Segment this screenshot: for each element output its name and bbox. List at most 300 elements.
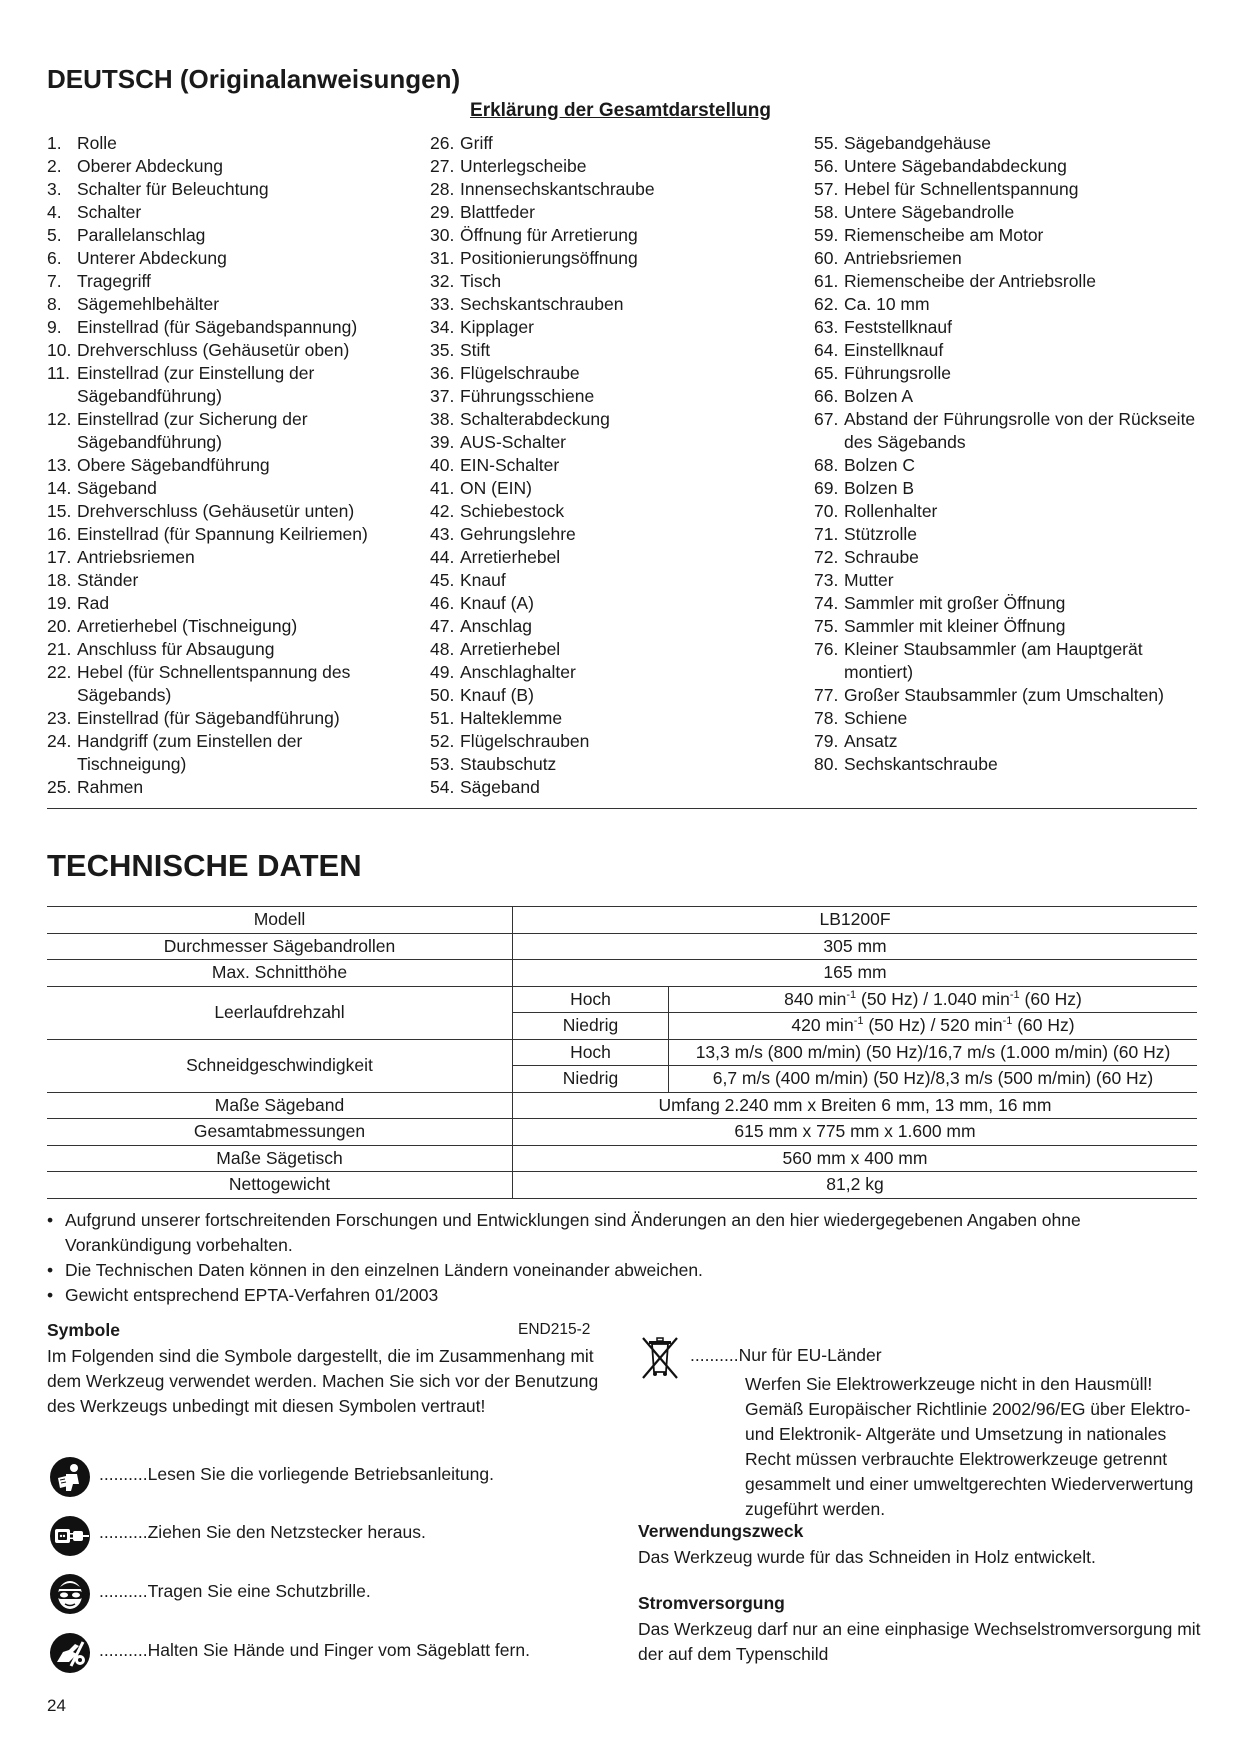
item-label: Stift: [460, 340, 491, 360]
item-label: Kipplager: [460, 317, 534, 337]
item-number: 2.: [47, 156, 62, 176]
item-number: 41.: [430, 478, 455, 498]
list-item: • Aufgrund unserer fortschreitenden Forschungen und Entwicklungen sind Änderungen an den hier wiedergegebenen Angaben ohne Vorankündigung vorbehalten.: [47, 1208, 1197, 1258]
item-number: 12.: [47, 409, 72, 429]
item-number: 8.: [47, 294, 62, 314]
item-label: Einstellrad (für Sägebandspannung): [77, 317, 358, 337]
list-item: [47, 270, 407, 293]
item-label: AUS-Schalter: [460, 432, 567, 452]
list-item: [47, 477, 407, 500]
item-label: Einstellrad (zur Einstellung der Sägebandführung): [77, 363, 315, 406]
item-number: 59.: [814, 225, 839, 245]
item-number: 40.: [430, 455, 455, 475]
list-item: [47, 155, 407, 178]
item-label: Untere Sägebandrolle: [844, 202, 1015, 222]
item-number: 78.: [814, 708, 839, 728]
item-number: 33.: [430, 294, 455, 314]
spec-label: Modell: [47, 907, 513, 934]
item-label: Bolzen B: [844, 478, 915, 498]
list-item: [430, 178, 780, 201]
item-label: Anschlaghalter: [460, 662, 576, 682]
spec-label: Durchmesser Sägebandrollen: [47, 933, 513, 960]
usage-text: Das Werkzeug wurde für das Schneiden in Holz entwickelt.: [638, 1547, 1096, 1567]
item-number: 71.: [814, 524, 839, 544]
item-label: Flügelschrauben: [460, 731, 590, 751]
item-label: Griff: [460, 133, 493, 153]
item-label: Bolzen A: [844, 386, 914, 406]
item-label: Handgriff (zum Einstellen der Tischneigung): [77, 731, 303, 774]
list-item: [814, 178, 1204, 201]
list-item: [814, 270, 1204, 293]
item-number: 17.: [47, 547, 72, 567]
list-item: [47, 776, 407, 799]
item-number: 25.: [47, 777, 72, 797]
item-number: 7.: [47, 271, 62, 291]
legend-column-3: [814, 132, 1204, 776]
symbol-text: ..........Lesen Sie die vorliegende Betriebsanleitung.: [99, 1464, 494, 1484]
item-label: Einstellrad (für Sägebandführung): [77, 708, 340, 728]
list-item: [814, 293, 1204, 316]
item-number: 27.: [430, 156, 455, 176]
list-item: [47, 316, 407, 339]
item-label: Schraube: [844, 547, 919, 567]
list-item: [47, 523, 407, 546]
item-label: Positionierungsöffnung: [460, 248, 638, 268]
item-label: Riemenscheibe der Antriebsrolle: [844, 271, 1096, 291]
item-number: 66.: [814, 386, 839, 406]
item-label: Knauf (A): [460, 593, 534, 613]
list-item: [430, 638, 780, 661]
list-item: [430, 592, 780, 615]
list-item: [430, 247, 780, 270]
item-label: Einstellknauf: [844, 340, 944, 360]
spec-label: Gesamtabmessungen: [47, 1119, 513, 1146]
item-label: EIN-Schalter: [460, 455, 560, 475]
list-item: [814, 316, 1204, 339]
item-number: 72.: [814, 547, 839, 567]
list-item: [430, 270, 780, 293]
spec-value-superscript: 420 $\min^{-1} (50$ Hz) / 520 $\min^{-1} (60$ Hz): [669, 1013, 1198, 1040]
item-number: 38.: [430, 409, 455, 429]
item-label: Sägemehlbehälter: [77, 294, 220, 314]
item-number: 28.: [430, 179, 455, 199]
list-item: [814, 753, 1204, 776]
symbols-intro: Im Folgenden sind die Symbole dargestellt, die im Zusammenhang mit dem Werkzeug verwendet werden. Machen Sie sich vor der Benutzung des Werkzeugs unbedingt mit diesen Symbolen vertraut!: [47, 1346, 599, 1416]
item-number: 23.: [47, 708, 72, 728]
item-label: Obere Sägebandführung: [77, 455, 270, 475]
list-item: [47, 592, 407, 615]
item-number: 36.: [430, 363, 455, 383]
item-number: 30.: [430, 225, 455, 245]
item-label: Hebel (für Schnellentspannung des Sägebands): [77, 662, 351, 705]
crossed-bin-icon: [640, 1334, 680, 1380]
item-label: Öffnung für Arretierung: [460, 225, 638, 245]
item-label: Hebel für Schnellentspannung: [844, 179, 1079, 199]
item-label: Anschlag: [460, 616, 532, 636]
item-label: Großer Staubsammler (zum Umschalten): [844, 685, 1164, 705]
item-label: Flügelschraube: [460, 363, 580, 383]
page-number: 24: [47, 1696, 66, 1715]
spec-label: Maße Sägeband: [47, 1092, 513, 1119]
list-item: [814, 339, 1204, 362]
list-item: [814, 615, 1204, 638]
list-item: [814, 247, 1204, 270]
item-label: Tisch: [460, 271, 502, 291]
spec-value: 560 mm x 400 mm: [513, 1145, 1198, 1172]
list-item: [47, 615, 407, 638]
item-label: Knauf: [460, 570, 506, 590]
list-item: [47, 661, 407, 707]
item-number: 1.: [47, 133, 62, 153]
spec-sublabel: Hoch: [513, 1039, 669, 1066]
item-label: Mutter: [844, 570, 894, 590]
list-item: [430, 385, 780, 408]
item-label: Stützrolle: [844, 524, 917, 544]
unplug-icon: [49, 1515, 91, 1557]
item-label: Schiene: [844, 708, 908, 728]
spec-value: 6,7 m/s (400 m/min) (50 Hz)/8,3 m/s (500 m/min) (60 Hz): [669, 1066, 1198, 1093]
item-label: Blattfeder: [460, 202, 535, 222]
item-label: Rad: [77, 593, 110, 613]
spec-sublabel: Niedrig: [513, 1013, 669, 1040]
table-row: [47, 1039, 1197, 1066]
list-item: [814, 408, 1204, 454]
item-number: 3.: [47, 179, 62, 199]
spec-label: Max. Schnitthöhe: [47, 960, 513, 987]
item-label: Oberer Abdeckung: [77, 156, 223, 176]
item-number: 37.: [430, 386, 455, 406]
item-number: 52.: [430, 731, 455, 751]
item-number: 60.: [814, 248, 839, 268]
item-number: 67.: [814, 409, 839, 429]
item-number: 56.: [814, 156, 839, 176]
list-item: [430, 201, 780, 224]
item-number: 65.: [814, 363, 839, 383]
spec-sublabel: Niedrig: [513, 1066, 669, 1093]
list-item: [814, 500, 1204, 523]
list-item: [430, 408, 780, 431]
spec-value: Umfang 2.240 mm x Breiten 6 mm, 13 mm, 16 mm: [513, 1092, 1198, 1119]
item-label: Führungsschiene: [460, 386, 595, 406]
list-item: [814, 362, 1204, 385]
symbol-text: ..........Halten Sie Hände und Finger vom Sägeblatt fern.: [99, 1640, 530, 1660]
list-item: [47, 293, 407, 316]
item-number: 61.: [814, 271, 839, 291]
item-label: Schalter: [77, 202, 142, 222]
legend-column-2: [430, 132, 780, 799]
weee-label: ..........Nur für EU-Länder: [690, 1345, 882, 1365]
item-label: Drehverschluss (Gehäusetür oben): [77, 340, 350, 360]
list-item: [814, 707, 1204, 730]
spec-value: 615 mm x 775 mm x 1.600 mm: [513, 1119, 1198, 1146]
item-label: Sechskantschraube: [844, 754, 998, 774]
item-number: 35.: [430, 340, 455, 360]
item-label: Parallelanschlag: [77, 225, 206, 245]
symbol-text: ..........Ziehen Sie den Netzstecker heraus.: [99, 1522, 426, 1542]
table-row: [47, 1145, 1197, 1172]
item-number: 16.: [47, 524, 72, 544]
section-divider: [47, 808, 1197, 809]
power-heading: Stromversorgung: [638, 1593, 785, 1613]
item-number: 80.: [814, 754, 839, 774]
item-number: 74.: [814, 593, 839, 613]
item-label: Sammler mit kleiner Öffnung: [844, 616, 1066, 636]
list-item: [430, 684, 780, 707]
spec-value: LB1200F: [513, 907, 1198, 934]
item-number: 6.: [47, 248, 62, 268]
item-label: Innensechskantschraube: [460, 179, 655, 199]
list-item: [430, 224, 780, 247]
item-label: Sechskantschrauben: [460, 294, 624, 314]
spec-value: 13,3 m/s (800 m/min) (50 Hz)/16,7 m/s (1.000 m/min) (60 Hz): [669, 1039, 1198, 1066]
symbols-heading: Symbole: [47, 1320, 120, 1340]
list-item: [47, 247, 407, 270]
list-item: [430, 707, 780, 730]
usage-heading: Verwendungszweck: [638, 1521, 804, 1541]
list-item: [430, 155, 780, 178]
list-item: [430, 431, 780, 454]
item-label: Schalterabdeckung: [460, 409, 610, 429]
item-number: 9.: [47, 317, 62, 337]
table-row: [47, 1172, 1197, 1199]
list-item: [814, 132, 1204, 155]
list-item: [47, 454, 407, 477]
item-number: 14.: [47, 478, 72, 498]
item-label: Rahmen: [77, 777, 144, 797]
list-item: [47, 707, 407, 730]
item-label: Staubschutz: [460, 754, 557, 774]
item-label: Ca. 10 mm: [844, 294, 930, 314]
power-text: Das Werkzeug darf nur an eine einphasige Wechselstromversorgung mit der auf dem Typenschild: [638, 1619, 1201, 1664]
item-label: Sägeband: [77, 478, 157, 498]
item-label: Führungsrolle: [844, 363, 951, 383]
spec-label: Schneidgeschwindigkeit: [47, 1039, 513, 1092]
list-item: [814, 454, 1204, 477]
list-item: [814, 684, 1204, 707]
item-label: Ständer: [77, 570, 139, 590]
list-item: [47, 500, 407, 523]
list-item: [430, 523, 780, 546]
list-item: [430, 454, 780, 477]
symbols-code: END215-2: [518, 1321, 591, 1338]
item-number: 18.: [47, 570, 72, 590]
item-number: 58.: [814, 202, 839, 222]
item-number: 29.: [430, 202, 455, 222]
list-item: [430, 661, 780, 684]
item-label: Antriebsriemen: [77, 547, 195, 567]
list-item: [430, 546, 780, 569]
item-number: 11.: [47, 363, 71, 383]
item-number: 42.: [430, 501, 455, 521]
item-number: 51.: [430, 708, 455, 728]
item-label: Bolzen C: [844, 455, 916, 475]
list-item: [430, 293, 780, 316]
spec-label: Leerlaufdrehzahl: [47, 986, 513, 1039]
item-number: 73.: [814, 570, 839, 590]
specs-heading: TECHNISCHE DATEN: [47, 848, 362, 883]
list-item: [430, 753, 780, 776]
item-number: 32.: [430, 271, 455, 291]
spec-label: Nettogewicht: [47, 1172, 513, 1199]
item-label: Sägeband: [460, 777, 540, 797]
item-number: 63.: [814, 317, 839, 337]
item-label: Unterer Abdeckung: [77, 248, 227, 268]
specs-table: [47, 906, 1197, 1199]
table-row: [47, 1119, 1197, 1146]
item-number: 46.: [430, 593, 455, 613]
spec-value-superscript: 840 $\min^{-1} (50$ Hz) / 1.040 $\min^{-1} (60$ Hz): [669, 986, 1198, 1013]
list-item: [47, 408, 407, 454]
item-number: 4.: [47, 202, 62, 222]
item-number: 75.: [814, 616, 839, 636]
item-number: 10.: [47, 340, 72, 360]
spec-value: 305 mm: [513, 933, 1198, 960]
item-number: 21.: [47, 639, 72, 659]
spec-value: 81,2 kg: [513, 1172, 1198, 1199]
list-item: [430, 316, 780, 339]
list-item: [814, 592, 1204, 615]
list-item: [814, 638, 1204, 684]
table-row: [47, 907, 1197, 934]
item-label: Antriebsriemen: [844, 248, 962, 268]
item-number: 48.: [430, 639, 455, 659]
table-row: [47, 960, 1197, 987]
item-label: Knauf (B): [460, 685, 534, 705]
item-number: 57.: [814, 179, 839, 199]
item-number: 76.: [814, 639, 839, 659]
item-label: Einstellrad (zur Sicherung der Sägebandführung): [77, 409, 308, 452]
item-number: 50.: [430, 685, 455, 705]
read-manual-icon: [49, 1456, 91, 1498]
item-label: Rolle: [77, 133, 117, 153]
list-item: [814, 546, 1204, 569]
list-item: [814, 477, 1204, 500]
item-number: 5.: [47, 225, 62, 245]
item-number: 44.: [430, 547, 455, 567]
item-number: 24.: [47, 731, 72, 751]
item-label: Feststellknauf: [844, 317, 952, 337]
item-label: Arretierhebel: [460, 639, 561, 659]
item-number: 47.: [430, 616, 455, 636]
item-label: Arretierhebel (Tischneigung): [77, 616, 298, 636]
item-number: 43.: [430, 524, 455, 544]
weee-text: Werfen Sie Elektrowerkzeuge nicht in den Hausmüll! Gemäß Europäischer Richtlinie 2002/96/EG über Elektro- und Elektronik- Altgeräte und Umsetzung in nationales Recht müssen verbrauchte Elektrowerkzeuge getrennt gesammelt und einer umweltgerechten Wiederverwertung zugeführt werden.: [745, 1374, 1194, 1519]
item-number: 39.: [430, 432, 455, 452]
item-label: Arretierhebel: [460, 547, 561, 567]
spec-notes: [47, 1208, 1197, 1308]
item-label: Sammler mit großer Öffnung: [844, 593, 1066, 613]
item-number: 64.: [814, 340, 839, 360]
item-number: 20.: [47, 616, 72, 636]
item-number: 62.: [814, 294, 839, 314]
item-number: 49.: [430, 662, 455, 682]
item-number: 26.: [430, 133, 455, 153]
item-label: Riemenscheibe am Motor: [844, 225, 1044, 245]
item-label: Schiebestock: [460, 501, 565, 521]
item-label: Unterlegscheibe: [460, 156, 587, 176]
item-number: 22.: [47, 662, 72, 682]
list-item: [47, 178, 407, 201]
page-title: DEUTSCH (Originalanweisungen): [47, 64, 461, 94]
item-number: 55.: [814, 133, 839, 153]
item-number: 31.: [430, 248, 455, 268]
table-row: [47, 933, 1197, 960]
table-row: [47, 986, 1197, 1013]
item-label: Drehverschluss (Gehäusetür unten): [77, 501, 355, 521]
legend-column-1: [47, 132, 407, 799]
item-label: Rollenhalter: [844, 501, 938, 521]
item-label: Gehrungslehre: [460, 524, 576, 544]
item-label: Sägebandgehäuse: [844, 133, 991, 153]
item-label: Anschluss für Absaugung: [77, 639, 275, 659]
list-item: [47, 730, 407, 776]
list-item: [814, 201, 1204, 224]
list-item: [430, 615, 780, 638]
item-label: Tragegriff: [77, 271, 151, 291]
list-item: [430, 362, 780, 385]
safety-glasses-icon: [49, 1573, 91, 1615]
list-item: [430, 569, 780, 592]
item-label: Einstellrad (für Spannung Keilriemen): [77, 524, 368, 544]
item-number: 79.: [814, 731, 839, 751]
item-number: 68.: [814, 455, 839, 475]
list-item: [430, 132, 780, 155]
list-item: [814, 730, 1204, 753]
list-item: [47, 201, 407, 224]
symbol-text: ..........Tragen Sie eine Schutzbrille.: [99, 1581, 371, 1601]
item-number: 53.: [430, 754, 455, 774]
list-item: [814, 224, 1204, 247]
item-number: 45.: [430, 570, 455, 590]
list-item: [47, 132, 407, 155]
item-number: 77.: [814, 685, 839, 705]
list-item: [814, 385, 1204, 408]
spec-value: 165 mm: [513, 960, 1198, 987]
list-item: [430, 500, 780, 523]
list-item: [430, 339, 780, 362]
list-item: [47, 362, 407, 408]
spec-label: Maße Sägetisch: [47, 1145, 513, 1172]
item-label: Halteklemme: [460, 708, 563, 728]
list-item: [47, 339, 407, 362]
item-number: 15.: [47, 501, 72, 521]
list-item: [47, 638, 407, 661]
list-item: [47, 546, 407, 569]
list-item: [814, 569, 1204, 592]
list-item: • Die Technischen Daten können in den einzelnen Ländern voneinander abweichen.: [47, 1258, 1197, 1283]
table-row: [47, 1092, 1197, 1119]
item-number: 13.: [47, 455, 72, 475]
item-number: 19.: [47, 593, 72, 613]
list-item: [47, 224, 407, 247]
list-item: [430, 776, 780, 799]
list-item: [430, 730, 780, 753]
list-item: • Gewicht entsprechend EPTA-Verfahren 01/2003: [47, 1283, 1197, 1308]
item-number: 34.: [430, 317, 455, 337]
list-item: [430, 477, 780, 500]
spec-sublabel: Hoch: [513, 986, 669, 1013]
legend-heading: Erklärung der Gesamtdarstellung: [470, 100, 771, 121]
item-number: 54.: [430, 777, 455, 797]
item-number: 69.: [814, 478, 839, 498]
item-label: Untere Sägebandabdeckung: [844, 156, 1067, 176]
item-label: Kleiner Staubsammler (am Hauptgerät montiert): [844, 639, 1143, 682]
list-item: [814, 155, 1204, 178]
item-label: Abstand der Führungsrolle von der Rückseite des Sägebands: [844, 409, 1196, 452]
list-item: [814, 523, 1204, 546]
item-number: 70.: [814, 501, 839, 521]
keep-hands-away-icon: [49, 1632, 91, 1674]
